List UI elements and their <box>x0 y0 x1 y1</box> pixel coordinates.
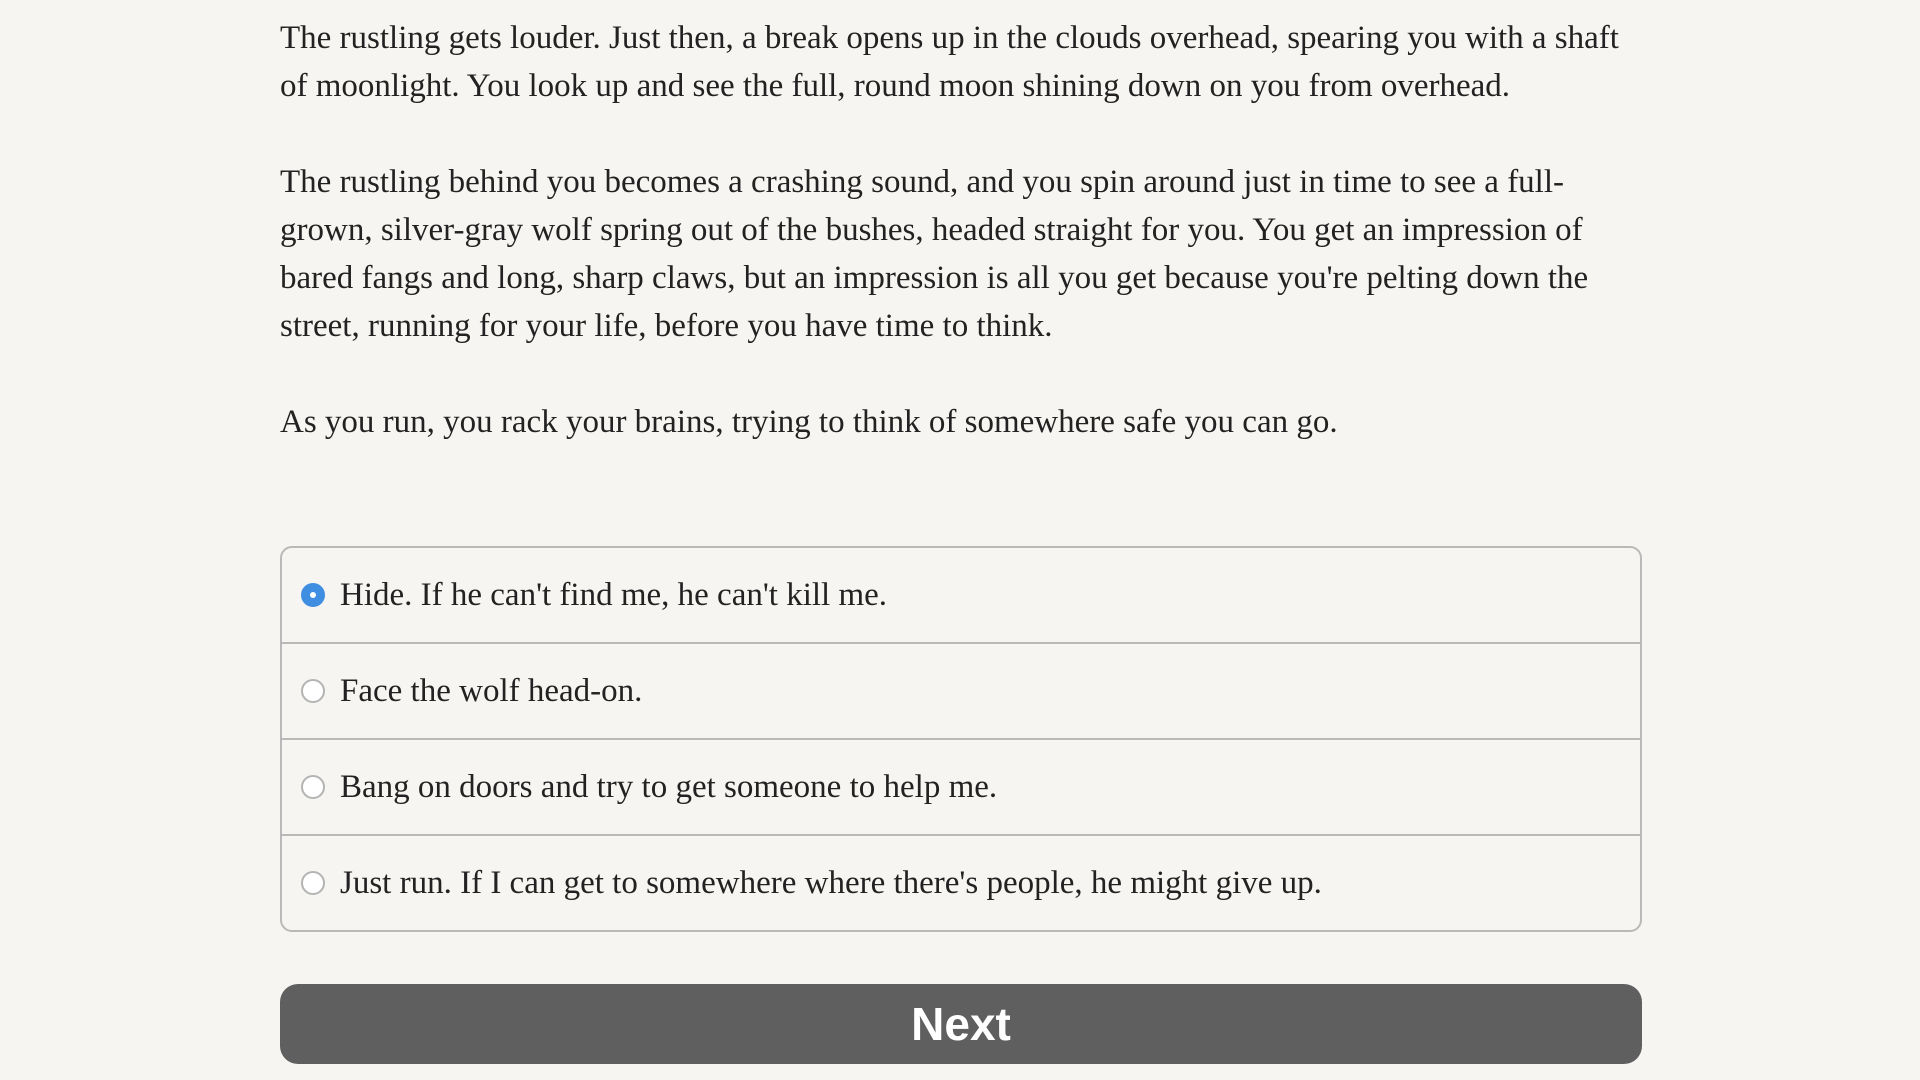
choice-option-just-run[interactable] <box>282 836 1640 930</box>
radio-button-selected[interactable] <box>301 583 325 607</box>
next-button[interactable]: Next <box>280 984 1642 1064</box>
story-paragraph: As you run, you rack your brains, trying to think of somewhere safe you can go. <box>280 404 1338 440</box>
radio-button[interactable] <box>301 871 325 895</box>
choice-option-bang-doors[interactable] <box>282 740 1640 836</box>
radio-button[interactable] <box>301 679 325 703</box>
story-text <box>280 14 1640 494</box>
story-paragraph: The rustling behind you becomes a crashing sound, and you spin around just in time to see a full-grown, silver-gray wolf spring out of the bushes, headed straight for you. You get an impression of bared fangs and long, sharp claws, but an impression is all you get because you're pelting down the street, running for your life, before you have time to think. <box>280 164 1589 344</box>
choice-label: Bang on doors and try to get someone to help me. <box>340 769 998 805</box>
choice-label: Hide. If he can't find me, he can't kill me. <box>340 577 888 613</box>
story-paragraph: The rustling gets louder. Just then, a break opens up in the clouds overhead, spearing you with a shaft of moonlight. You look up and see the full, round moon shining down on you from overhead. <box>280 20 1619 104</box>
choice-label: Face the wolf head-on. <box>340 673 643 709</box>
choice-option-hide[interactable] <box>282 548 1640 644</box>
choice-list <box>280 546 1642 932</box>
choice-label: Just run. If I can get to somewhere where there's people, he might give up. <box>340 865 1322 901</box>
radio-button[interactable] <box>301 775 325 799</box>
choice-option-face-wolf[interactable] <box>282 644 1640 740</box>
